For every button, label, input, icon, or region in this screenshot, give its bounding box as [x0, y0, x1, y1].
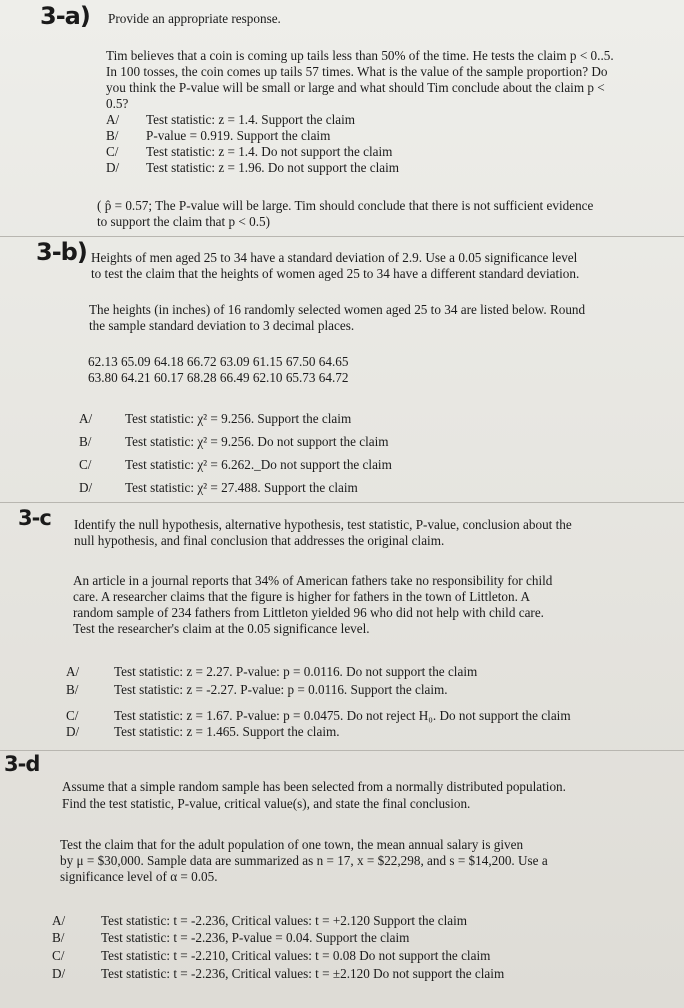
q-a-prompt-line-4: 0.5? [106, 96, 129, 111]
choice-text: Test statistic: z = 1.465. Support the claim. [114, 724, 340, 739]
choice-letter: B/ [106, 128, 119, 143]
handwritten-label-3d: 3-d [4, 752, 40, 776]
q-d-prompt-line-1: Test the claim that for the adult population of one town, the mean annual salary is given [60, 837, 524, 852]
q-a-prompt-line-3: you think the P-value will be small or large and what should Tim conclude about the claim p < [106, 80, 605, 95]
choice-text: Test statistic: χ² = 27.488. Support the claim [125, 480, 358, 495]
choice-text: Test statistic: z = 1.67. P-value: p = 0.0475. Do not reject H₀. Do not support the claim [114, 708, 571, 723]
q-d-intro-line-2: Find the test statistic, P-value, critical value(s), and state the final conclusion. [62, 796, 471, 811]
choice-text: Test statistic: z = -2.27. P-value: p = 0.0116. Support the claim. [114, 682, 448, 697]
q-c-intro-line-2: null hypothesis, and final conclusion that addresses the original claim. [74, 533, 445, 548]
handwritten-label-3c: 3-c [18, 506, 51, 530]
q-b-data-line-1: 62.13 65.09 64.18 66.72 63.09 61.15 67.50 64.65 [88, 354, 349, 369]
choice-letter: D/ [106, 160, 120, 175]
choice-text: Test statistic: t = -2.236, P-value = 0.04. Support the claim [101, 930, 410, 945]
choice-text: Test statistic: t = -2.236, Critical values: t = ±2.120 Do not support the claim [101, 966, 505, 981]
choice-letter: B/ [66, 682, 79, 697]
choice-text: Test statistic: z = 1.96. Do not support the claim [146, 160, 400, 175]
q-d-intro-line-1: Assume that a simple random sample has been selected from a normally distributed population. [62, 779, 566, 794]
choice-letter: A/ [79, 411, 93, 426]
q-c-prompt-line-3: random sample of 234 fathers from Littleton yielded 96 who did not help with child care. [73, 605, 544, 620]
handwritten-label-3a: 3-a) [40, 2, 90, 30]
choice-letter: B/ [52, 930, 65, 945]
choice-text: Test statistic: χ² = 6.262._Do not support the claim [125, 457, 392, 472]
q-b-intro-line-1: Heights of men aged 25 to 34 have a standard deviation of 2.9. Use a 0.05 significance level [91, 250, 578, 265]
choice-text: Test statistic: z = 1.4. Support the claim [146, 112, 356, 127]
choice-letter: A/ [106, 112, 120, 127]
choice-letter: D/ [52, 966, 66, 981]
choice-letter: C/ [52, 948, 65, 963]
q-c-prompt-line-2: care. A researcher claims that the figure is higher for fathers in the town of Littleton. A [73, 589, 531, 604]
q-c-prompt-line-4: Test the researcher's claim at the 0.05 significance level. [73, 621, 370, 636]
q-b-data-line-2: 63.80 64.21 60.17 68.28 66.49 62.10 65.73 64.72 [88, 370, 349, 385]
choice-letter: D/ [79, 480, 93, 495]
q-c-prompt-line-1: An article in a journal reports that 34% of American fathers take no responsibility for child [73, 573, 553, 588]
choice-letter: A/ [52, 913, 66, 928]
choice-letter: C/ [79, 457, 92, 472]
q-b-prompt-line-1: The heights (in inches) of 16 randomly selected women aged 25 to 34 are listed below. Round [89, 302, 586, 317]
q-a-answer-line-2: to support the claim that p < 0.5) [97, 214, 270, 229]
section-divider [0, 502, 684, 503]
choice-letter: D/ [66, 724, 80, 739]
choice-text: Test statistic: z = 2.27. P-value: p = 0.0116. Do not support the claim [114, 664, 478, 679]
q-d-prompt-line-3: significance level of α = 0.05. [60, 869, 218, 884]
choice-text: Test statistic: χ² = 9.256. Do not support the claim [125, 434, 389, 449]
q-b-prompt-line-2: the sample standard deviation to 3 decimal places. [89, 318, 355, 333]
q-b-intro-line-2: to test the claim that the heights of women aged 25 to 34 have a different standard deviation. [91, 266, 580, 281]
choice-text: P-value = 0.919. Support the claim [146, 128, 331, 143]
q-c-intro-line-1: Identify the null hypothesis, alternative hypothesis, test statistic, P-value, conclusion about the [74, 517, 572, 532]
q-a-prompt-line-2: In 100 tosses, the coin comes up tails 57 times. What is the value of the sample proportion? Do [106, 64, 608, 79]
q-a-prompt-line-1: Tim believes that a coin is coming up tails less than 50% of the time. He tests the claim p < 0..5. [106, 48, 614, 63]
q-a-instruction: Provide an appropriate response. [108, 11, 281, 26]
choice-letter: A/ [66, 664, 80, 679]
choice-letter: C/ [66, 708, 79, 723]
handwritten-label-3b: 3-b) [36, 238, 87, 266]
q-a-answer-line-1: ( p̂ = 0.57; The P-value will be large. Tim should conclude that there is not sufficient evidence [97, 198, 594, 213]
choice-text: Test statistic: z = 1.4. Do not support the claim [146, 144, 393, 159]
choice-text: Test statistic: t = -2.210, Critical values: t = 0.08 Do not support the claim [101, 948, 491, 963]
choice-letter: B/ [79, 434, 92, 449]
choice-text: Test statistic: χ² = 9.256. Support the claim [125, 411, 352, 426]
section-divider [0, 236, 684, 237]
q-d-prompt-line-2: by μ = $30,000. Sample data are summarized as n = 17, x = $22,298, and s = $14,200. Use a [60, 853, 548, 868]
choice-letter: C/ [106, 144, 119, 159]
choice-text: Test statistic: t = -2.236, Critical values: t = +2.120 Support the claim [101, 913, 468, 928]
section-divider [0, 750, 684, 751]
